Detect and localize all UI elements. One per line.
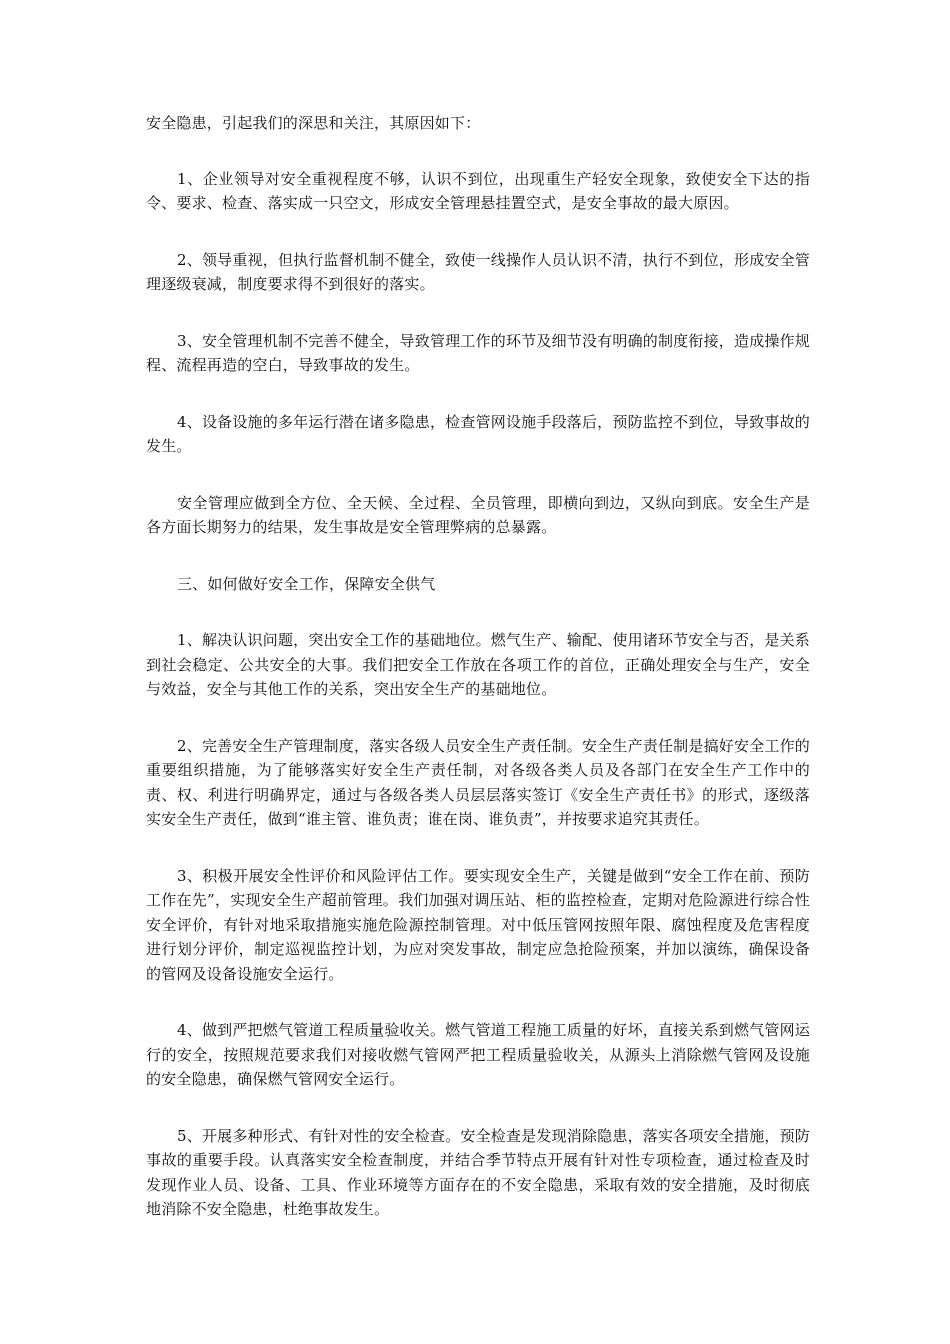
paragraph-measure-3: 3、积极开展安全性评价和风险评估工作。要实现安全生产，关键是做到“安全工作在前、预防工作在先”，实现安全生产超前管理。我们加强对调压站、柜的监控检查，定期对危险源进行综合性安全评价，有针对地采取措施实施危险源控制管理。对中低压管网按照年限、腐蚀程度及危害程度进行划分评价，制定巡视监控计划，为应对突发事故，制定应急抢险预案，并加以演练，确保设备的管网及设备设施安全运行。	[146, 866, 810, 983]
paragraph-measure-2: 2、完善安全生产管理制度，落实各级人员安全生产责任制。安全生产责任制是搞好安全工作的重要组织措施，为了能够落实好安全生产责任制，对各级各类人员及各部门在安全生产工作中的责、权、利进行明确界定，通过与各级各类人员层层落实签订《安全生产责任书》的形式，逐级落实安全生产责任，做到“谁主管、谁负责；谁在岗、谁负责”，并按要求追究其责任。	[146, 736, 810, 828]
paragraph-cause-1: 1、企业领导对安全重视程度不够，认识不到位，出现重生产轻安全现象，致使安全下达的指令、要求、检查、落实成一只空文，形成安全管理悬挂置空式，是安全事故的最大原因。	[146, 169, 810, 212]
paragraph-summary: 安全管理应做到全方位、全天候、全过程、全员管理，即横向到边，又纵向到底。安全生产是各方面长期努力的结果，发生事故是安全管理弊病的总暴露。	[146, 493, 810, 536]
document-page	[146, 111, 810, 1254]
paragraph-cause-2: 2、领导重视，但执行监督机制不健全，致使一线操作人员认识不清，执行不到位，形成安全管理逐级衰减，制度要求得不到很好的落实。	[146, 250, 810, 293]
paragraph-cause-3: 3、安全管理机制不完善不健全，导致管理工作的环节及细节没有明确的制度衔接，造成操作规程、流程再造的空白，导致事故的发生。	[146, 331, 810, 374]
paragraph-intro: 安全隐患，引起我们的深思和关注，其原因如下：	[146, 114, 481, 132]
paragraph-cause-4: 4、设备设施的多年运行潜在诸多隐患，检查管网设施手段落后，预防监控不到位，导致事故的发生。	[146, 412, 810, 455]
paragraph-measure-5: 5、开展多种形式、有针对性的安全检查。安全检查是发现消除隐患，落实各项安全措施，预防事故的重要手段。认真落实安全检查制度，并结合季节特点开展有针对性专项检查，通过检查及时发现作业人员、设备、工具、作业环境等方面存在的不安全隐患，采取有效的安全措施，及时彻底地消除不安全隐患，杜绝事故发生。	[146, 1126, 810, 1218]
section-heading: 三、如何做好安全工作，保障安全供气	[177, 574, 436, 593]
paragraph-measure-1: 1、解决认识问题，突出安全工作的基础地位。燃气生产、输配、使用诸环节安全与否，是关系到社会稳定、公共安全的大事。我们把安全工作放在各项工作的首位，正确处理安全与生产，安全与效益，安全与其他工作的关系，突出安全生产的基础地位。	[146, 631, 810, 698]
paragraph-measure-4: 4、做到严把燃气管道工程质量验收关。燃气管道工程施工质量的好坏，直接关系到燃气管网运行的安全，按照规范要求我们对接收燃气管网严把工程质量验收关，从源头上消除燃气管网及设施的安全隐患，确保燃气管网安全运行。	[146, 1021, 810, 1088]
